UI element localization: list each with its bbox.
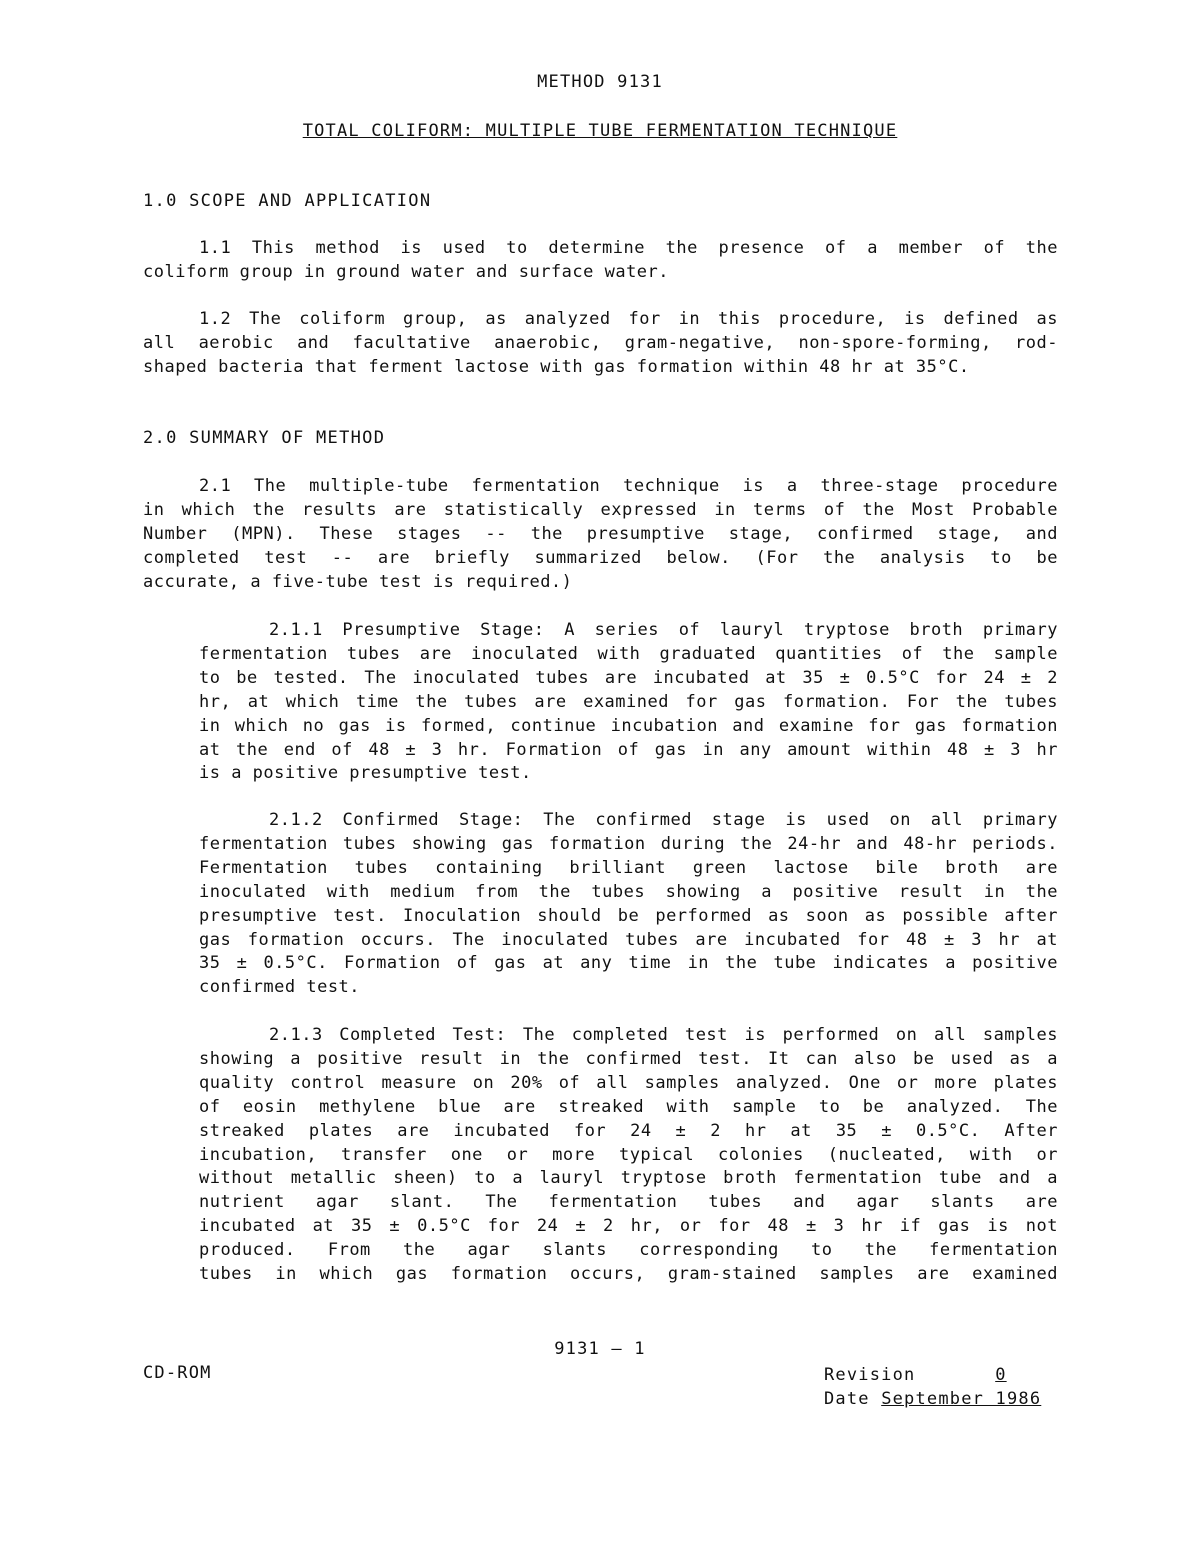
paragraph-line: is a positive presumptive test. — [199, 763, 532, 784]
paragraph-line: fermentation tubes are inoculated with graduated quantities of the sample — [199, 643, 1058, 664]
paragraph-line: incubation, transfer one or more typical colonies (nucleated, with or — [199, 1144, 1058, 1165]
paragraph-line: of eosin methylene blue are streaked with sample to be analyzed. The — [199, 1096, 1058, 1117]
paragraph-line: in which no gas is formed, continue incubation and examine for gas formation — [199, 715, 1058, 736]
section-heading-summary: 2.0 SUMMARY OF METHOD — [143, 428, 386, 448]
paragraph-line: showing a positive result in the confirmed test. It can also be used as a — [199, 1048, 1058, 1069]
paragraph-line: all aerobic and facultative anaerobic, gram-negative, non-spore-forming, rod- — [143, 332, 1058, 353]
paragraph-2-1-2 — [199, 809, 1058, 1000]
paragraph-line: 35 ± 0.5°C. Formation of gas at any time in the tube indicates a positive — [199, 953, 1058, 974]
paragraph-line: in which the results are statistically expressed in terms of the Most Probable — [143, 499, 1058, 520]
paragraph-line: at the end of 48 ± 3 hr. Formation of gas in any amount within 48 ± 3 hr — [199, 739, 1058, 760]
paragraph-line: inoculated with medium from the tubes showing a positive result in the — [199, 881, 1058, 902]
paragraph-line: confirmed test. — [199, 977, 361, 998]
paragraph-line: hr, at which time the tubes are examined for gas formation. For the tubes — [199, 691, 1058, 712]
paragraph-line: 2.1.3 Completed Test: The completed test is performed on all samples — [269, 1025, 1058, 1045]
paragraph-line: without metallic sheen) to a lauryl tryptose broth fermentation tube and a — [199, 1168, 1058, 1189]
paragraph-line: gas formation occurs. The inoculated tubes are incubated for 48 ± 3 hr at — [199, 929, 1058, 950]
paragraph-2-1-1 — [199, 619, 1058, 786]
paragraph-line: accurate, a five-tube test is required.) — [143, 571, 573, 592]
paragraph-line: 2.1.1 Presumptive Stage: A series of lauryl tryptose broth primary — [269, 620, 1058, 640]
section-heading-scope: 1.0 SCOPE AND APPLICATION — [143, 191, 432, 211]
paragraph-1-1 — [143, 237, 1058, 285]
paragraph-line: coliform group in ground water and surface water. — [143, 261, 670, 282]
date-label: Date — [824, 1389, 870, 1409]
paragraph-line: to be tested. The inoculated tubes are incubated at 35 ± 0.5°C for 24 ± 2 — [199, 667, 1058, 688]
paragraph-line: nutrient agar slant. The fermentation tubes and agar slants are — [199, 1192, 1058, 1213]
date-value: September 1986 — [881, 1389, 1042, 1409]
paragraph-2-1-3 — [199, 1024, 1058, 1287]
paragraph-line: Number (MPN). These stages -- the presumptive stage, confirmed stage, and — [143, 523, 1058, 544]
paragraph-line: quality control measure on 20% of all samples analyzed. One or more plates — [199, 1072, 1058, 1093]
paragraph-line: 2.1 The multiple-tube fermentation technique is a three-stage procedure — [199, 476, 1058, 496]
revision-value: 0 — [995, 1365, 1007, 1385]
paragraph-line: produced. From the agar slants corresponding to the fermentation — [199, 1240, 1058, 1261]
paragraph-2-1 — [143, 475, 1058, 595]
method-number: METHOD 9131 — [537, 72, 663, 92]
paragraph-line: tubes in which gas formation occurs, gram-stained samples are examined — [199, 1264, 1058, 1285]
paragraph-line: presumptive test. Inoculation should be performed as soon as possible after — [199, 905, 1058, 926]
paragraph-line: 1.1 This method is used to determine the presence of a member of the — [199, 238, 1058, 258]
paragraph-line: Fermentation tubes containing brilliant green lactose bile broth are — [199, 857, 1058, 878]
paragraph-line: streaked plates are incubated for 24 ± 2 hr at 35 ± 0.5°C. After — [199, 1120, 1058, 1141]
revision-label: Revision — [824, 1365, 916, 1385]
paragraph-line: 1.2 The coliform group, as analyzed for in this procedure, is defined as — [199, 309, 1058, 329]
revision-block — [824, 1363, 1075, 1411]
source-label: CD-ROM — [143, 1363, 212, 1383]
paragraph-line: shaped bacteria that ferment lactose with gas formation within 48 hr at 35°C. — [143, 356, 970, 377]
paragraph-1-2 — [143, 308, 1058, 380]
paragraph-line: fermentation tubes showing gas formation during the 24-hr and 48-hr periods. — [199, 833, 1058, 854]
paragraph-line: 2.1.2 Confirmed Stage: The confirmed stage is used on all primary — [269, 810, 1058, 830]
paragraph-line: completed test -- are briefly summarized below. (For the analysis to be — [143, 547, 1058, 568]
paragraph-line: incubated at 35 ± 0.5°C for 24 ± 2 hr, or for 48 ± 3 hr if gas is not — [199, 1216, 1058, 1237]
page-number: 9131 — 1 — [554, 1339, 646, 1359]
document-title: TOTAL COLIFORM: MULTIPLE TUBE FERMENTATION TECHNIQUE — [302, 121, 898, 141]
